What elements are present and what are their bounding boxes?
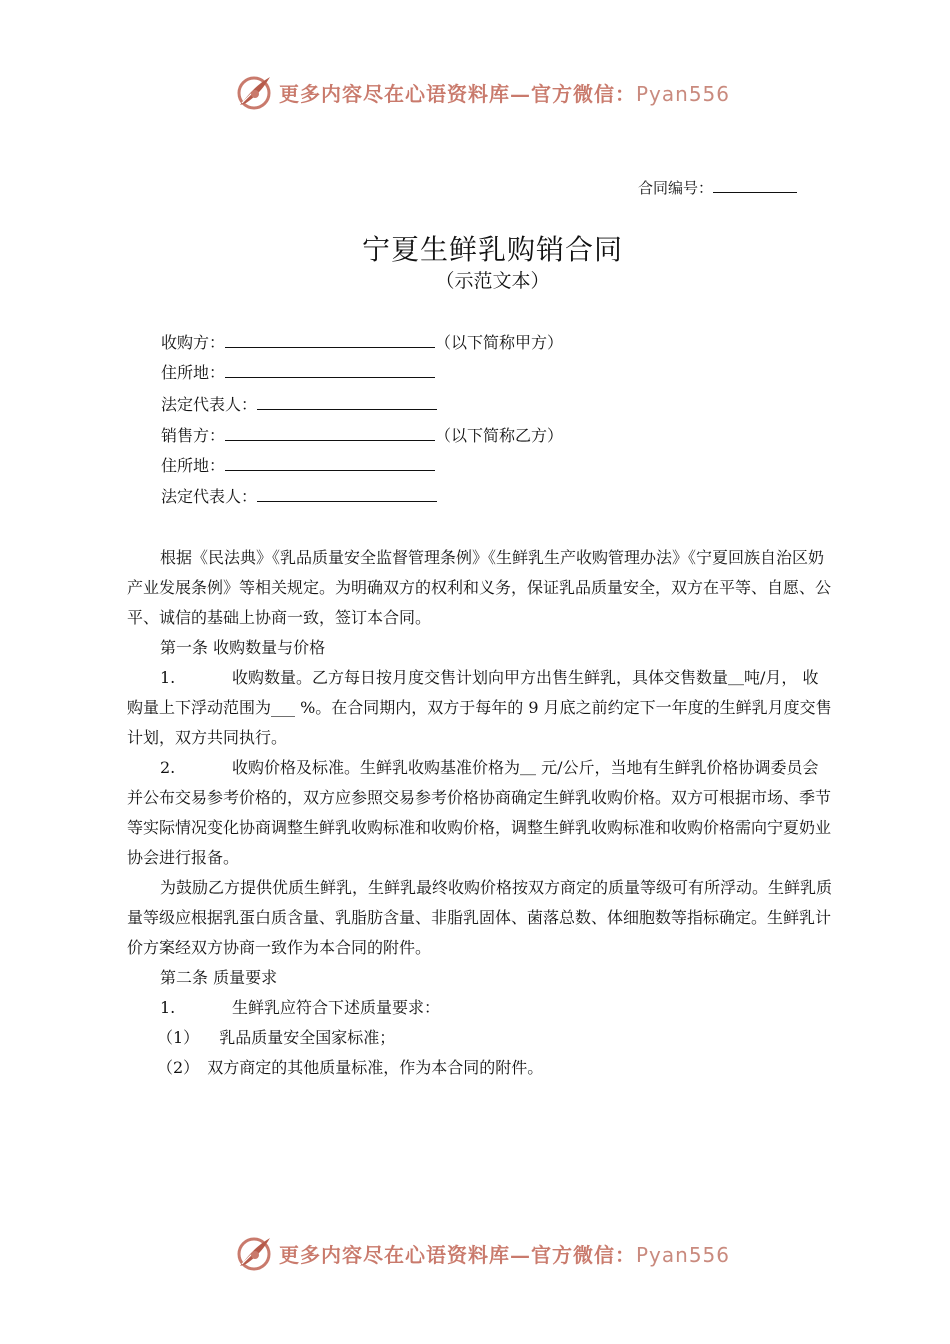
article-2-subitem-2: （2） 双方商定的其他质量标准，作为本合同的附件。 (157, 1058, 544, 1077)
seller-label: 销售方： (161, 426, 226, 445)
watermark-text: 更多内容尽在心语资料库—官方微信：Pyan556 (279, 1243, 731, 1267)
buyer-address-label: 住所地： (161, 363, 226, 382)
seller-address-line (161, 452, 435, 476)
buyer-note: （以下简称甲方） (435, 333, 564, 352)
article-2-heading: 第二条 质量要求 (160, 968, 278, 987)
article-1-item-2: 2. 收购价格及标准。生鲜乳收购基准价格为＿ 元/公斤，当地有生鲜乳价格协调委员会并公布交易参考价格的，双方应参照交易参考价格协商确定生鲜乳收购价格。双方可根据市场、季节等实际情况变化协商调整生鲜乳收购标准和收购价格，调整生鲜乳收购标准和收购价格需向宁夏奶业协会进行报备。 (127, 758, 832, 867)
quill-logo-icon (234, 73, 274, 111)
watermark-header (0, 72, 950, 112)
seller-rep-label: 法定代表人： (161, 487, 258, 506)
contract-body (127, 543, 833, 1083)
article-1-item-1: 1. 收购数量。乙方每日按月度交售计划向甲方出售生鲜乳，具体交售数量＿吨/月， 收购量上下浮动范围为___ %。在合同期内，双方于每年的 9 月底之前约定下一年度的生鲜乳月度交售计划，双方共同执行。 (127, 668, 832, 747)
watermark-footer (0, 1233, 950, 1273)
contract-number (638, 176, 797, 198)
document-title: 宁夏生鲜乳购销合同 (361, 233, 623, 266)
contract-number-blank (713, 176, 797, 193)
quill-logo-icon (234, 1234, 274, 1272)
article-2-item-1: 1. 生鲜乳应符合下述质量要求： (160, 998, 441, 1017)
buyer-rep-blank (257, 391, 437, 410)
preamble-paragraph: 根据《民法典》《乳品质量安全监督管理条例》《生鲜乳生产收购管理办法》《宁夏回族自治区奶产业发展条例》等相关规定。为明确双方的权利和义务，保证乳品质量安全，双方在平等、自愿、公平、诚信的基础上协商一致，签订本合同。 (127, 548, 832, 627)
document-subtitle: （示范文本） (435, 270, 550, 292)
buyer-blank (225, 329, 435, 348)
buyer-address-line (161, 359, 435, 383)
seller-rep-line (161, 483, 437, 507)
buyer-rep-label: 法定代表人： (161, 395, 258, 414)
seller-address-label: 住所地： (161, 456, 226, 475)
buyer-label: 收购方： (161, 333, 226, 352)
article-2-subitem-1: （1） 乳品质量安全国家标准； (157, 1028, 396, 1047)
seller-address-blank (225, 452, 435, 471)
watermark-text: 更多内容尽在心语资料库—官方微信：Pyan556 (279, 82, 731, 106)
seller-rep-blank (257, 483, 437, 502)
article-1-heading: 第一条 收购数量与价格 (160, 638, 326, 657)
seller-blank (225, 422, 435, 441)
article-1-paragraph-3: 为鼓励乙方提供优质生鲜乳，生鲜乳最终收购价格按双方商定的质量等级可有所浮动。生鲜乳质量等级应根据乳蛋白质含量、乳脂肪含量、非脂乳固体、菌落总数、体细胞数等指标确定。生鲜乳计价方案经双方协商一致作为本合同的附件。 (127, 878, 833, 957)
seller-note: （以下简称乙方） (435, 426, 564, 445)
seller-line (161, 422, 563, 446)
buyer-rep-line (161, 391, 437, 415)
buyer-line (161, 329, 563, 353)
buyer-address-blank (225, 359, 435, 378)
contract-number-label: 合同编号： (638, 179, 714, 197)
